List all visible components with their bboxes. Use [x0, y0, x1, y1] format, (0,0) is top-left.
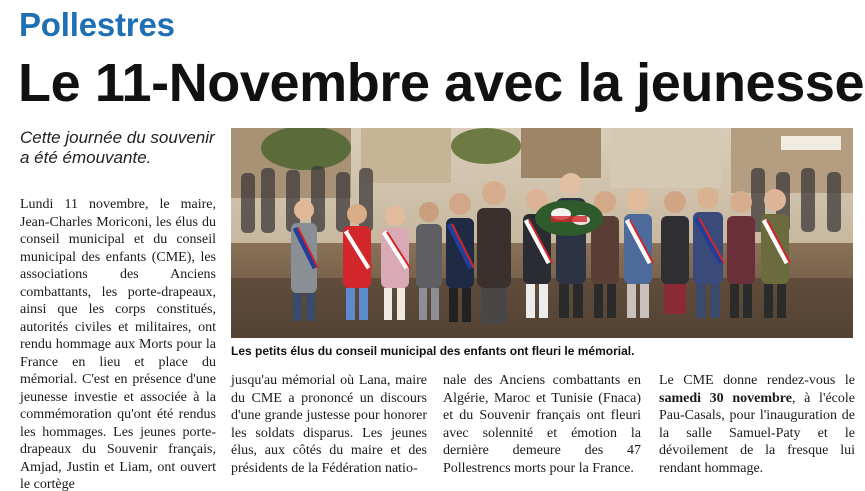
headline: Le 11-Novembre avec la jeunesse [18, 53, 865, 113]
body-column-2: jusqu'au mémorial où Lana, maire du CME a prononcé un discours d'une grande justesse pour honorer les soldats disparus. Les jeunes élus, aux côtés du maire et des présidents de la Fédération natio- [231, 373, 427, 476]
photo-caption: Les petits élus du conseil municipal des enfants ont fleuri le mémorial. [231, 344, 635, 358]
body-text: , à l'école Pau-Casals, pour l'inauguration de la salle Samuel-Paty et le dévoilement de la fresque lui rendant hommage. [659, 390, 855, 476]
event-date: samedi 30 novembre [659, 390, 792, 406]
body-column-1: Lundi 11 novembre, le maire, Jean-Charles Moriconi, les élus du conseil municipal et du conseil municipal des enfants (CME), les associations des Anciens combattants, les porte-drapeaux, ainsi que les corps constitués, autorités civiles et militaires, ont rendu hommage aux Morts pour la France en lieu et place du mémorial. C'est en présence d'une jeunesse investie et associée à la commémoration qu'ont été rendus les hommages. Les jeunes porte-drapeaux du Souvenir français, Amjad, Justin et Liam, ont ouvert le cortège [20, 197, 216, 491]
article-photo [231, 128, 853, 338]
standfirst: Cette journée du souvenir a été émouvante. [20, 128, 215, 167]
body-column-3: nale des Anciens combattants en Algérie, Maroc et Tunisie (Fnaca) et du Souvenir français ont fleuri avec solennité et émotion la dernière demeure des 47 Pollestrencs morts pour la France. [443, 373, 641, 476]
body-text: Le CME donne rendez-vous le [659, 373, 855, 388]
body-column-4 [659, 372, 855, 477]
section-kicker: Pollestres [19, 6, 175, 43]
ceremony-photo-illustration [231, 128, 853, 338]
